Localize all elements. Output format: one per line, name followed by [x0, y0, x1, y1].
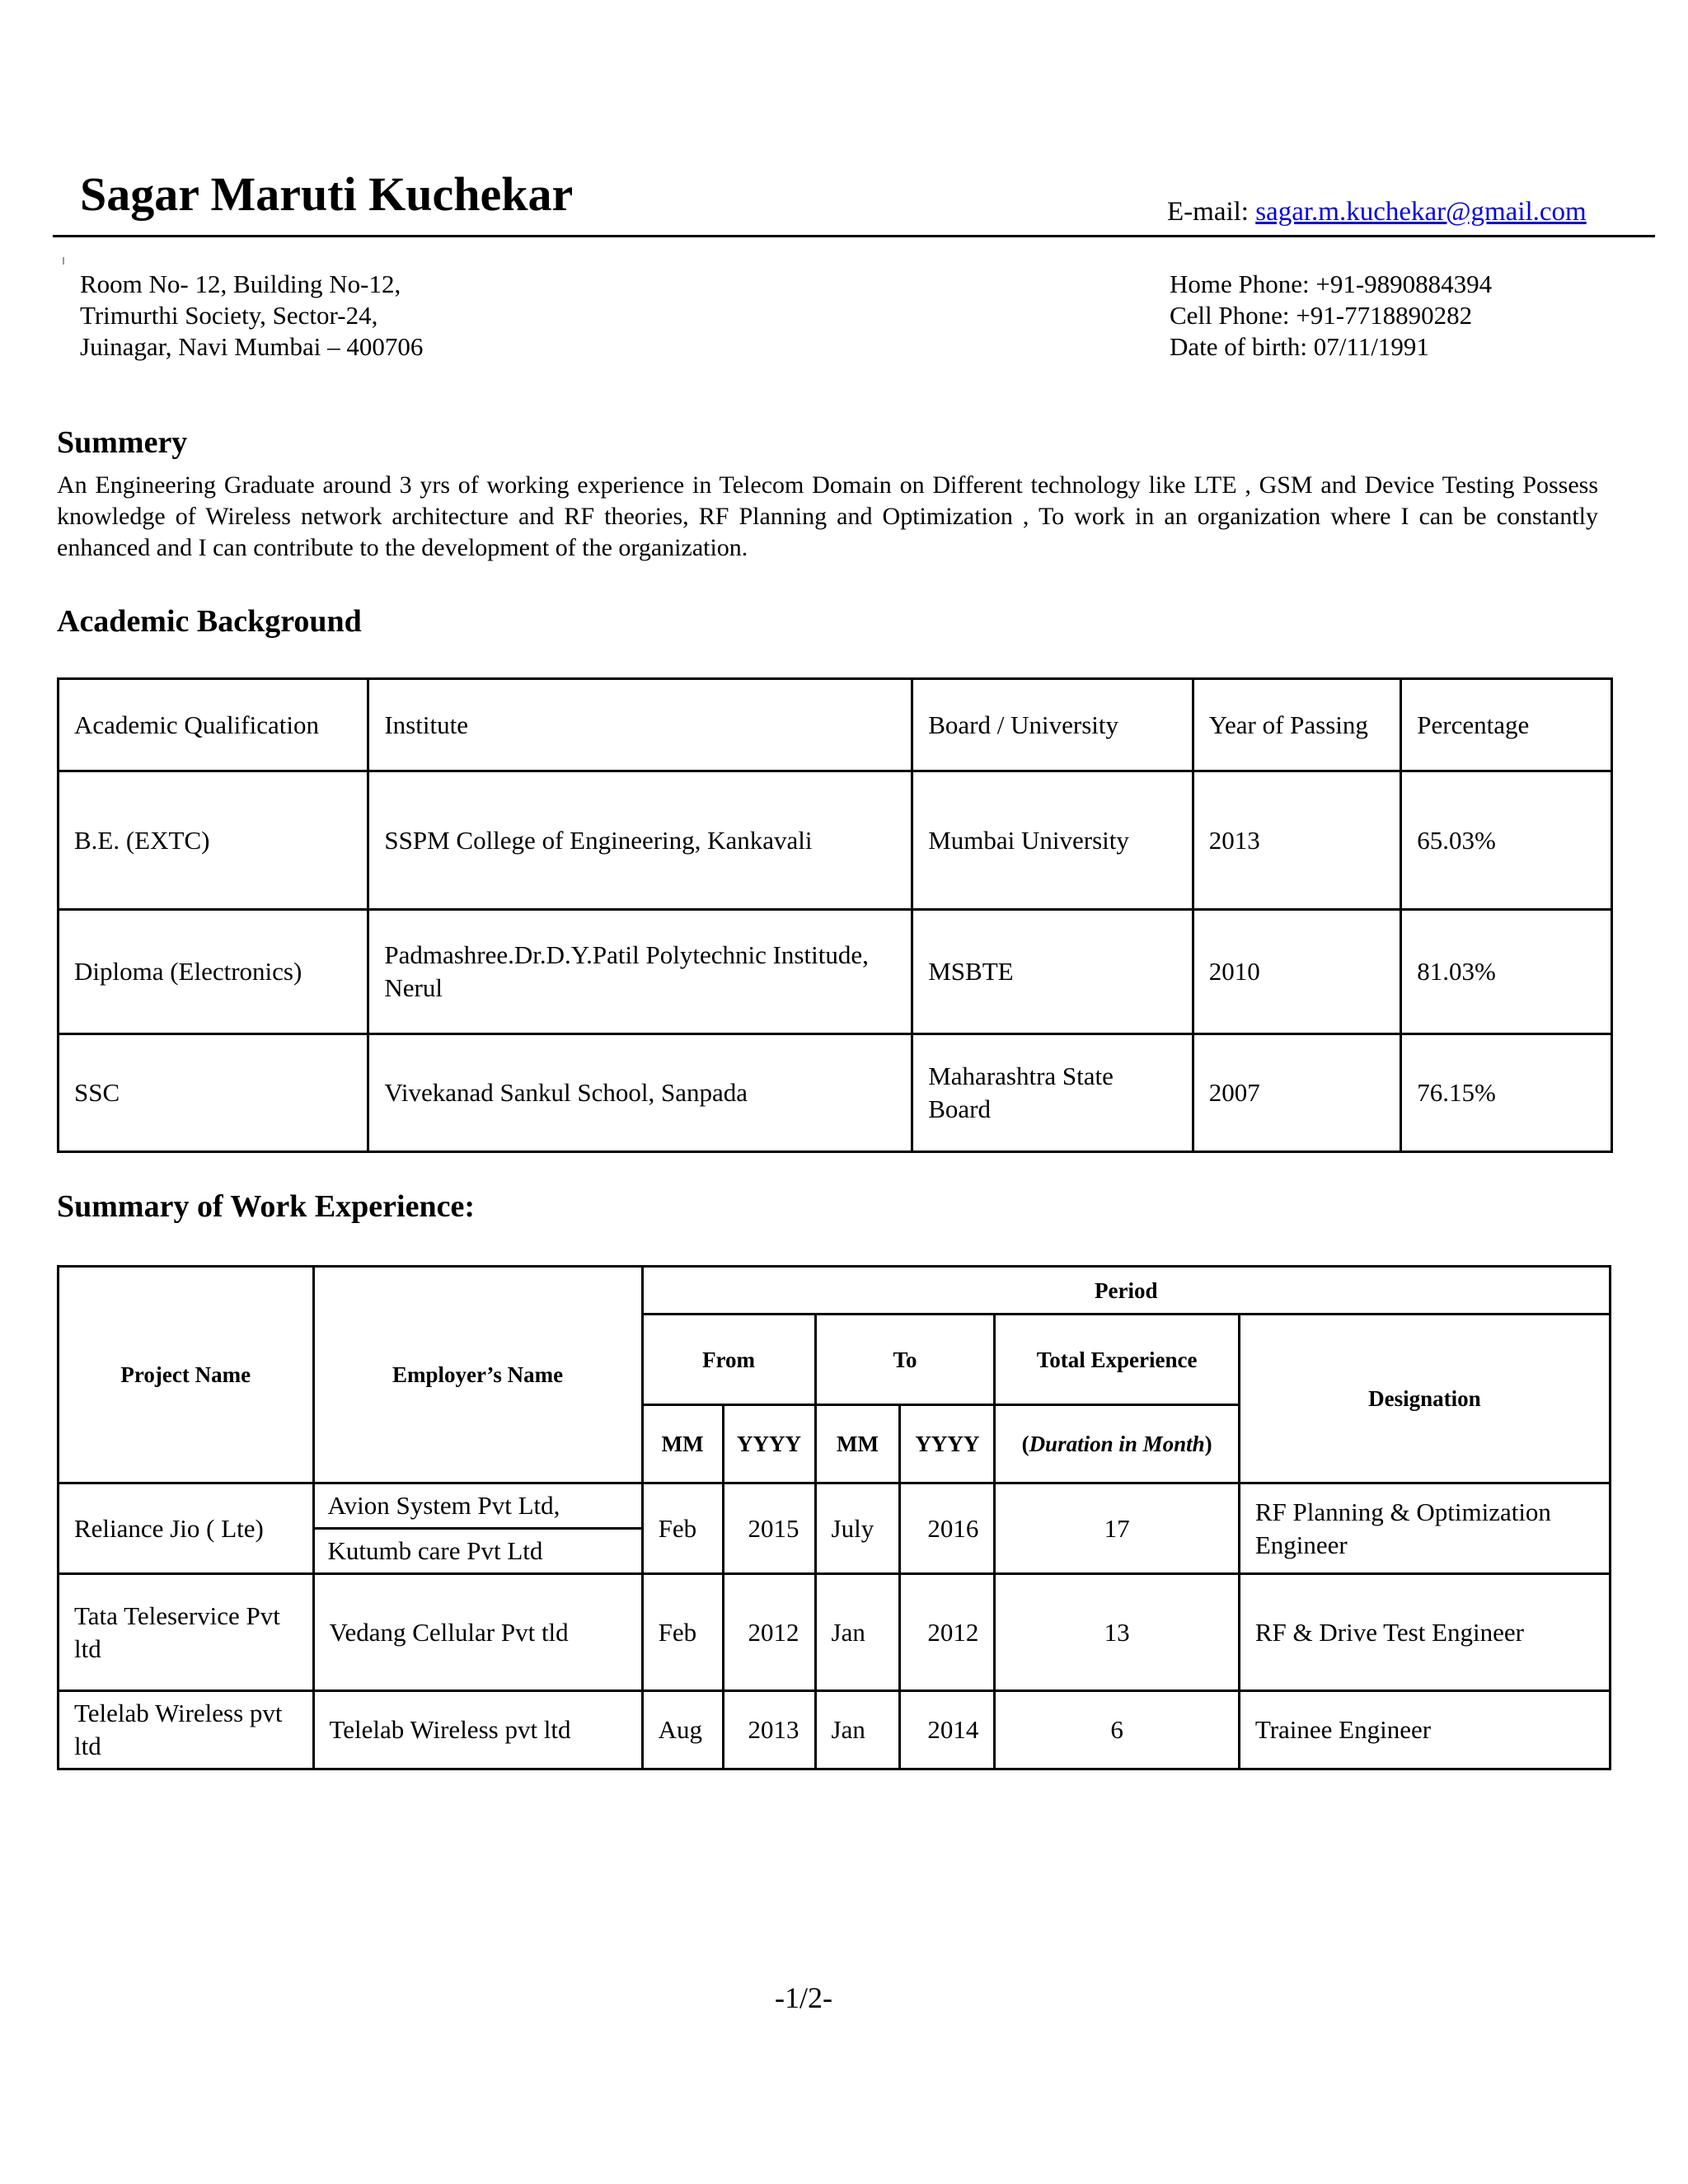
summary-text: An Engineering Graduate around 3 yrs of working experience in Telecom Domain on Different technology like LTE , GSM and Device Testing Possess knowledge of Wireless network architecture and RF theories, RF Planning and Optimization , To work in an organization where I can be constantly enhanced and I can contribute to the development of the organization.: [57, 471, 1598, 561]
project-cell: Telelab Wireless pvt ltd: [59, 1691, 314, 1769]
from-mm-header: MM: [642, 1405, 723, 1483]
email-label: E-mail:: [1167, 197, 1249, 227]
table-cell: 81.03%: [1401, 910, 1612, 1034]
to-yyyy-cell: 2012: [900, 1574, 995, 1691]
to-mm-cell: Jan: [815, 1691, 900, 1769]
total-cell: 6: [995, 1691, 1239, 1769]
table-cell: 2007: [1193, 1034, 1401, 1152]
address-line: Room No- 12, Building No-12,: [80, 269, 401, 298]
work-heading: Summary of Work Experience:: [57, 1189, 475, 1224]
total-experience-header: Total Experience: [995, 1315, 1239, 1405]
table-cell: Mumbai University: [912, 771, 1193, 910]
to-header: To: [815, 1315, 995, 1405]
email-link[interactable]: sagar.m.kuchekar@gmail.com: [1255, 197, 1587, 227]
table-cell: Padmashree.Dr.D.Y.Patil Polytechnic Institude, Nerul: [368, 910, 912, 1034]
project-cell: Tata Teleservice Pvt ltd: [59, 1574, 314, 1691]
to-mm-header: MM: [815, 1405, 900, 1483]
employer-line: Avion System Pvt Ltd,: [315, 1484, 641, 1530]
from-mm-cell: Feb: [642, 1574, 723, 1691]
duration-open: (: [1021, 1432, 1029, 1456]
table-cell: Diploma (Electronics): [59, 910, 368, 1034]
academic-table: [57, 677, 1613, 1153]
from-header: From: [642, 1315, 815, 1405]
duration-close: ): [1204, 1432, 1212, 1456]
from-yyyy-cell: 2012: [723, 1574, 815, 1691]
table-row: [59, 771, 1612, 910]
table-cell: MSBTE: [912, 910, 1193, 1034]
column-header: Percentage: [1401, 679, 1612, 771]
total-cell: 17: [995, 1483, 1239, 1574]
total-cell: 13: [995, 1574, 1239, 1691]
address-block: [80, 269, 423, 363]
employer-line: Kutumb care Pvt Ltd: [327, 1536, 543, 1565]
stray-mark: [63, 257, 64, 265]
table-cell: SSC: [59, 1034, 368, 1152]
table-cell: 2013: [1193, 771, 1401, 910]
address-line: Juinagar, Navi Mumbai – 400706: [80, 332, 424, 361]
table-cell: 65.03%: [1401, 771, 1612, 910]
designation-header: Designation: [1239, 1315, 1610, 1483]
date-of-birth: Date of birth: 07/11/1991: [1170, 332, 1429, 361]
summary-heading: Summery: [57, 425, 188, 460]
home-phone: Home Phone: +91-9890884394: [1170, 269, 1493, 298]
designation-cell: RF & Drive Test Engineer: [1239, 1574, 1610, 1691]
candidate-name: Sagar Maruti Kuchekar: [80, 167, 574, 221]
project-cell: Reliance Jio ( Lte): [59, 1483, 314, 1574]
employer-name-header: Employer’s Name: [313, 1267, 642, 1483]
from-yyyy-cell: 2015: [723, 1483, 815, 1574]
table-row: [59, 1034, 1612, 1152]
work-header-row: [59, 1267, 1611, 1315]
table-row: [59, 1483, 1611, 1574]
table-header-row: [59, 679, 1612, 771]
column-header: Institute: [368, 679, 912, 771]
table-cell: 2010: [1193, 910, 1401, 1034]
from-yyyy-cell: 2013: [723, 1691, 815, 1769]
from-yyyy-header: YYYY: [723, 1405, 815, 1483]
email-line: [1167, 192, 1587, 232]
header-divider: [53, 235, 1655, 237]
to-yyyy-cell: 2016: [900, 1483, 995, 1574]
table-cell: Maharashtra State Board: [912, 1034, 1193, 1152]
from-mm-cell: Feb: [642, 1483, 723, 1574]
to-mm-cell: July: [815, 1483, 900, 1574]
table-row: [59, 910, 1612, 1034]
to-mm-cell: Jan: [815, 1574, 900, 1691]
table-cell: Vivekanad Sankul School, Sanpada: [368, 1034, 912, 1152]
table-cell: SSPM College of Engineering, Kankavali: [368, 771, 912, 910]
duration-header: [995, 1405, 1239, 1483]
to-yyyy-cell: 2014: [900, 1691, 995, 1769]
employer-cell: [313, 1483, 642, 1574]
academic-heading: Academic Background: [57, 604, 362, 639]
contact-block: [1170, 269, 1492, 363]
to-yyyy-header: YYYY: [900, 1405, 995, 1483]
project-name-header: Project Name: [59, 1267, 314, 1483]
column-header: Academic Qualification: [59, 679, 368, 771]
table-cell: B.E. (EXTC): [59, 771, 368, 910]
period-header: Period: [642, 1267, 1610, 1315]
employer-cell: Vedang Cellular Pvt tld: [313, 1574, 642, 1691]
address-line: Trimurthi Society, Sector-24,: [80, 301, 378, 330]
table-row: [59, 1691, 1611, 1769]
table-row: [59, 1574, 1611, 1691]
work-table: [57, 1265, 1611, 1770]
table-cell: 76.15%: [1401, 1034, 1612, 1152]
column-header: Board / University: [912, 679, 1193, 771]
cell-phone: Cell Phone: +91-7718890282: [1170, 301, 1473, 330]
designation-cell: RF Planning & Optimization Engineer: [1239, 1483, 1610, 1574]
employer-cell: Telelab Wireless pvt ltd: [313, 1691, 642, 1769]
page-number: -1/2-: [775, 1981, 832, 2014]
from-mm-cell: Aug: [642, 1691, 723, 1769]
designation-cell: Trainee Engineer: [1239, 1691, 1610, 1769]
column-header: Year of Passing: [1193, 679, 1401, 771]
duration-label: Duration in Month: [1029, 1432, 1205, 1456]
